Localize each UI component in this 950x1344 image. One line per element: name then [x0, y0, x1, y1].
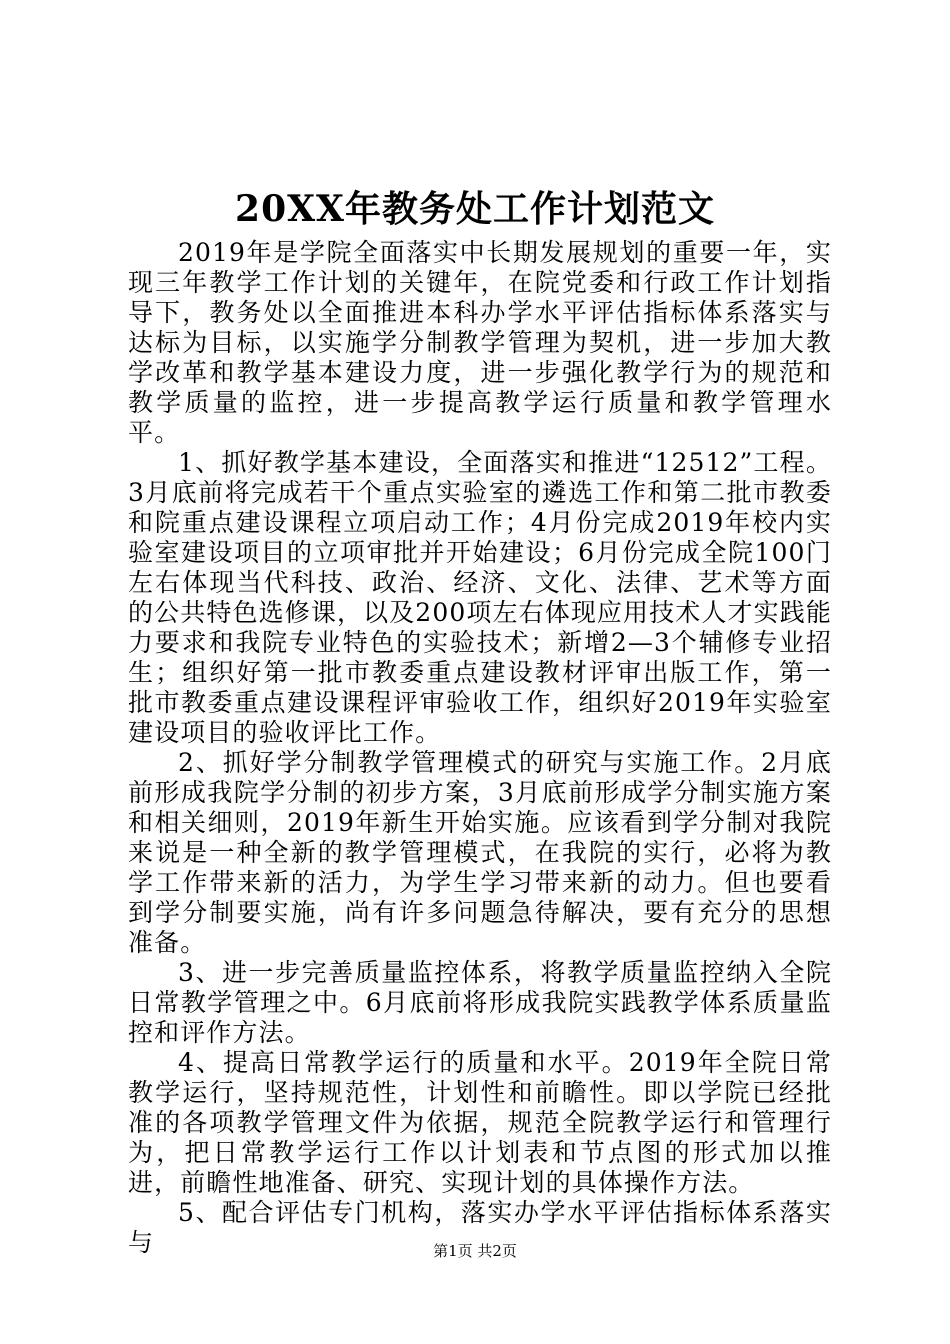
- paragraph-item-2: 2、抓好学分制教学管理模式的研究与实施工作。2月底前形成我院学分制的初步方案，3月底前形成学分制实施方案和相关细则，2019年新生开始实施。应该看到学分制对我院来说是一种全新的教学管理模式，在我院的实行，必将为教学工作带来新的活力，为学生学习带来新的动力。但也要看到学分制要实施，尚有许多问题急待解决，要有充分的思想准备。: [128, 748, 832, 957]
- document-body: [128, 238, 832, 1258]
- paragraph-item-3: 3、进一步完善质量监控体系，将教学质量监控纳入全院日常教学管理之中。6月底前将形成我院实践教学体系质量监控和评作方法。: [128, 958, 832, 1047]
- paragraph-item-1: 1、抓好教学基本建设，全面落实和推进“12512”工程。3月底前将完成若干个重点实验室的遴选工作和第二批市教委和院重点建设课程立项启动工作；4月份完成2019年校内实验室建设项目的立项审批并开始建设；6月份完成全院100门左右体现当代科技、政治、经济、文化、法律、艺术等方面的公共特色选修课，以及200项左右体现应用技术人才实践能力要求和我院专业特色的实验技术；新增2—3个辅修专业招生；组织好第一批市教委重点建设教材评审出版工作，第一批市教委重点建设课程评审验收工作，组织好2019年实验室建设项目的验收评比工作。: [128, 448, 832, 747]
- document-title: 20XX年教务处工作计划范文: [235, 188, 715, 230]
- page-number-footer: 第1页 共2页: [433, 1242, 517, 1260]
- paragraph-intro: 2019年是学院全面落实中长期发展规划的重要一年，实现三年教学工作计划的关键年，在院党委和行政工作计划指导下，教务处以全面推进本科办学水平评估指标体系落实与达标为目标，以实施学分制教学管理为契机，进一步加大教学改革和教学基本建设力度，进一步强化教学行为的规范和教学质量的监控，进一步提高教学运行质量和教学管理水平。: [128, 238, 832, 447]
- paragraph-item-5: 5、配合评估专门机构，落实办学水平评估指标体系落实与: [128, 1198, 832, 1257]
- paragraph-item-4: 4、提高日常教学运行的质量和水平。2019年全院日常教学运行，坚持规范性，计划性和前瞻性。即以学院已经批准的各项教学管理文件为依据，规范全院教学运行和管理行为，把日常教学运行工作以计划表和节点图的形式加以推进，前瞻性地准备、研究、实现计划的具体操作方法。: [128, 1048, 832, 1197]
